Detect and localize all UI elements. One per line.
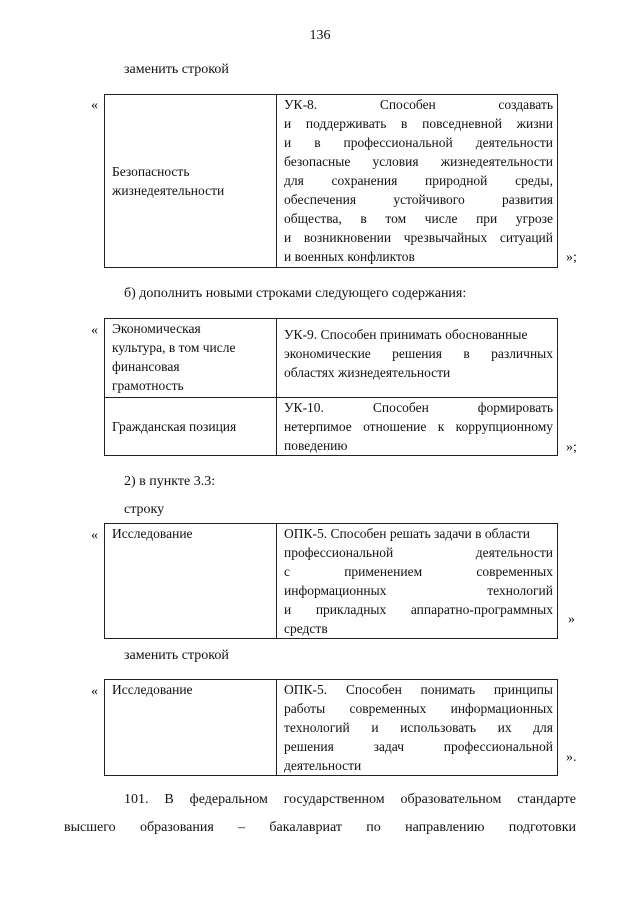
page-number: 136 — [309, 28, 331, 43]
desc-line: нетерпимое отношение к коррупционному — [284, 419, 553, 434]
cell-competency-description — [277, 524, 558, 639]
desc-line: профессиональной деятельности — [284, 545, 553, 560]
intro-replace-line: заменить строкой — [124, 648, 229, 663]
area-line: грамотность — [112, 378, 184, 393]
cell-competency-area — [105, 319, 277, 398]
desc-line: экономические решения в различных — [284, 346, 553, 361]
open-quote: « — [91, 323, 98, 338]
desc-line: и прикладных аппаратно-программных — [284, 602, 553, 617]
desc-line: и поддерживать в повседневной жизни — [284, 116, 553, 131]
desc-line: и военных конфликтов — [284, 249, 415, 264]
desc-line: поведению — [284, 438, 348, 453]
paragraph-101-line-1 — [124, 786, 576, 814]
intro-row: строку — [124, 502, 165, 517]
intro-replace-line: заменить строкой — [124, 62, 229, 77]
cell-competency-description — [277, 95, 558, 268]
desc-line: и в профессиональной деятельности — [284, 135, 553, 150]
competency-area-text: Безопасность жизнедеятельности — [112, 164, 225, 198]
desc-line: с применением современных — [284, 564, 553, 579]
desc-line: общества, в том числе при угрозе — [284, 211, 553, 226]
desc-line: безопасные условия жизнедеятельности — [284, 154, 553, 169]
cell-competency-area — [105, 524, 277, 639]
competency-area-text: Исследование — [112, 682, 193, 697]
open-quote: « — [91, 684, 98, 699]
desc-line: средств — [284, 621, 328, 636]
cell-competency-description — [277, 680, 558, 776]
open-quote: « — [91, 98, 98, 113]
cell-competency-area — [105, 95, 277, 268]
intro-add-rows: б) дополнить новыми строками следующего содержания: — [124, 286, 467, 301]
area-line: Гражданская позиция — [112, 419, 237, 434]
desc-line: работы современных информационных — [284, 701, 553, 716]
desc-line: ОПК-5. Способен понимать принципы — [284, 682, 553, 697]
cell-competency-description — [277, 398, 558, 456]
desc-line: областях жизнедеятельности — [284, 365, 451, 380]
desc-line: обеспечения устойчивого развития — [284, 192, 553, 207]
desc-line: информационных технологий — [284, 583, 553, 598]
desc-line: ОПК-5. Способен решать задачи в области — [284, 526, 530, 541]
close-quote: »; — [566, 440, 577, 455]
paragraph-text: 101. В федеральном государственном образовательном стандарте — [124, 792, 576, 807]
table-uk9-uk10 — [104, 318, 558, 456]
paragraph-101-line-2 — [64, 814, 576, 842]
cell-competency-area — [105, 680, 277, 776]
cell-competency-area — [105, 398, 277, 456]
open-quote: « — [91, 528, 98, 543]
desc-line: УК-9. Способен принимать обоснованные — [284, 327, 528, 342]
cell-competency-description — [277, 319, 558, 398]
desc-line: и возникновении чрезвычайных ситуаций — [284, 230, 553, 245]
close-quote: ». — [566, 750, 577, 765]
desc-line: для сохранения природной среды, — [284, 173, 553, 188]
area-line: финансовая — [112, 359, 180, 374]
area-line: Экономическая — [112, 321, 201, 336]
desc-line: УК-8. Способен создавать — [284, 97, 553, 112]
table-uk8 — [104, 94, 558, 268]
desc-line: деятельности — [284, 758, 362, 773]
close-quote: » — [568, 612, 575, 627]
desc-line: решения задач профессиональной — [284, 739, 553, 754]
intro-clause: 2) в пункте 3.3: — [124, 474, 216, 489]
desc-line: технологий и использовать их для — [284, 720, 553, 735]
table-opk5-new — [104, 679, 558, 776]
paragraph-text: высшего образования – бакалавриат по направлению подготовки — [64, 820, 576, 835]
close-quote: »; — [566, 250, 577, 265]
table-opk5-old — [104, 523, 558, 639]
area-line: культура, в том числе — [112, 340, 236, 355]
competency-area-text: Исследование — [112, 526, 193, 541]
desc-line: УК-10. Способен формировать — [284, 400, 553, 415]
